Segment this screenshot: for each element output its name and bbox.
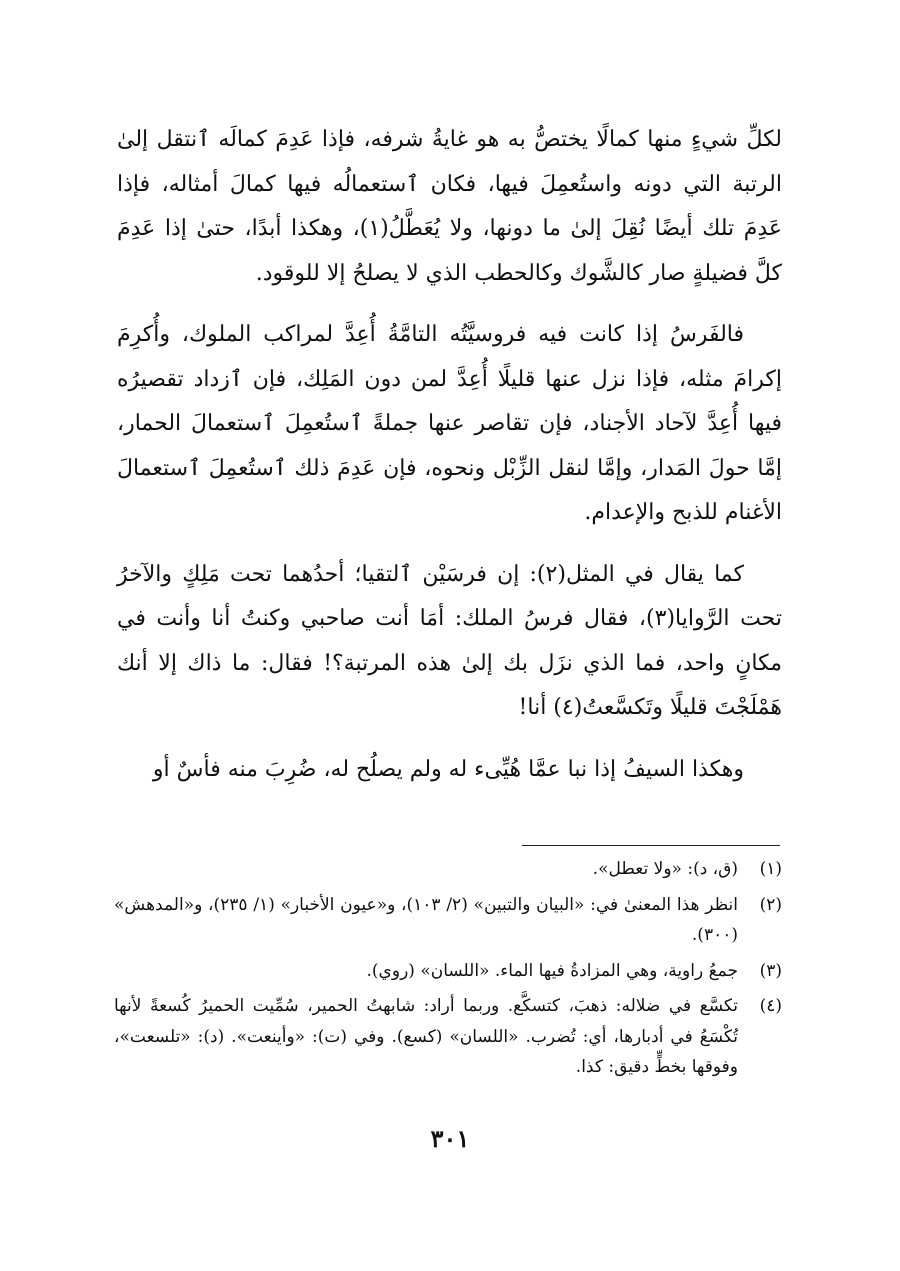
footnote-text: جمعُ راوية، وهي المزادةُ فيها الماء. «اللسان» (روي). (366, 960, 738, 981)
footnote-4 (114, 991, 782, 1083)
paragraph-3: كما يقال في المثل(٢): إن فرسَيْن ٱلتقيا؛ أحدُهما تحت مَلِكٍ والآخرُ تحت الرَّوايا(٣)، فقال فرسُ الملك: أمَا أنت صاحبي وكنتُ أنا وأنت في مكانٍ واحد، فما الذي نزَل بك إلىٰ هذه المرتبة؟! فقال: ما ذاك إلا أنك هَمْلَجْتَ قليلًا وتَكسَّعتُ(٤) أنا! (117, 561, 782, 720)
page-number: ٣٠١ (430, 1124, 470, 1153)
footnote-divider (522, 845, 780, 846)
paragraph-1: لكلِّ شيءٍ منها كمالًا يختصُّ به هو غايةُ شرفه، فإذا عَدِمَ كمالَه ٱنتقل إلىٰ الرتبة التي دونه واستُعمِلَ فيها، فكان ٱستعمالُه فيها كمالَ أمثاله، فإذا عَدِمَ تلك أيضًا نُقِلَ إلىٰ ما دونها، ولا يُعَطَّلُ(١)، وهكذا أبدًا، حتىٰ إذا عَدِمَ كلَّ فضيلةٍ صار كالشَّوك وكالحطب الذي لا يصلحُ إلا للوقود. (117, 127, 782, 286)
footnote-number: (٢) (759, 894, 782, 915)
footnote-2 (114, 890, 782, 951)
footnote-text: (ق، د): «ولا تعطل». (592, 859, 738, 879)
footnote-number: (١) (759, 859, 782, 879)
footnote-text: انظر هذا المعنىٰ في: «البيان والتبين» (٢/ ١٠٣)، و«عيون الأخبار» (١/ ٢٣٥)، و«المدهش» (٣٠٠). (114, 894, 738, 945)
footnote-1 (114, 854, 782, 885)
paragraph-2: فالفَرسُ إذا كانت فيه فروسيَّتُه التامَّةُ أُعِدَّ لمراكب الملوك، وأُكرِمَ إكرامَ مثله، فإذا نزل عنها قليلًا أُعِدَّ لمن دون المَلِك، فإن ٱزداد تقصيرُه فيها أُعِدَّ لآحاد الأجناد، فإن تقاصر عنها جملةً ٱستُعمِلَ ٱستعمالَ الحمار، إمَّا حولَ المَدار، وإمَّا لنقل الزِّبْل ونحوه، فإن عَدِمَ ذلك ٱستُعمِلَ ٱستعمالَ الأغنام للذبح والإعدام. (117, 322, 782, 525)
main-text (117, 118, 782, 792)
paragraph-4: وهكذا السيفُ إذا نبا عمَّا هُيِّىء له ولم يصلُح له، ضُرِبَ منه فأسٌ أو (152, 756, 744, 782)
footnote-number: (٤) (759, 996, 782, 1016)
footnote-text: تكسَّع في ضلاله: ذهبَ، كتسكَّع. وربما أراد: شابهتُ الحمير، سُمِّيت الحميرُ كُسعةً لأنها تُكْسَعُ في أدبارها، أي: تُضرب. «اللسان» (كسع). وفي (ت): «وأينعت». (د): «تلسعت»، وفوقها بخطٍّ دقيق: كذا. (114, 996, 738, 1077)
footnotes (114, 854, 782, 1088)
footnote-3 (114, 956, 782, 987)
footnote-number: (٣) (759, 960, 782, 981)
